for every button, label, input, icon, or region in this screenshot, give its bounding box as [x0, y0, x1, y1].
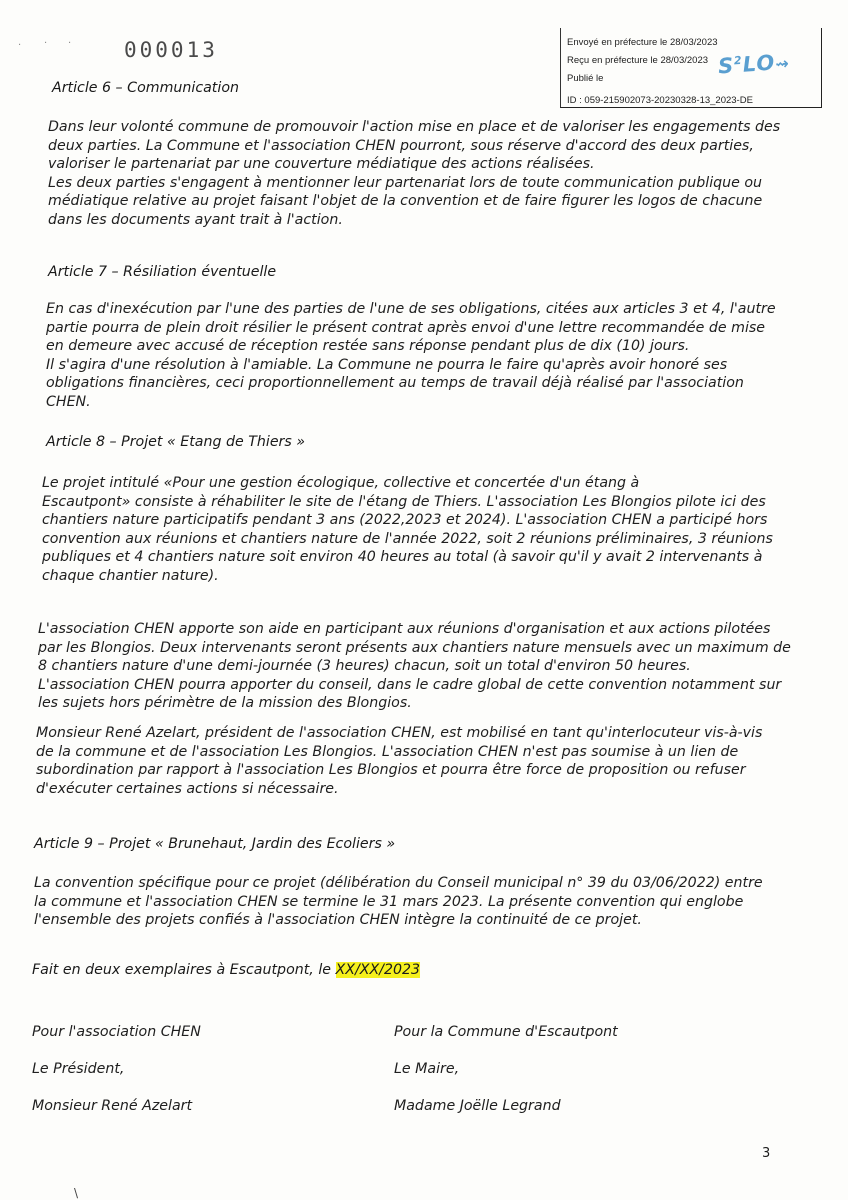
article-8-paragraph-1: Le projet intitulé «Pour une gestion écologique, collective et concertée d'un étang à Escautpont» consiste à réhabiliter le site de l'étang de Thiers. L'association Les Blongios pilote ici des chantiers nature participatifs pendant 3 ans (2022,2023 et 2024). L'association CHEN a participé hors convention aux réunions et chantiers nature de l'année 2022, soit 2 réunions préliminaires, 3 réunions publiques et 4 chantiers nature soit environ 40 heures au total (à savoir qu'il y avait 2 intervenants à chaque chantier nature). — [42, 475, 773, 584]
article-6-title: Article 6 – Communication — [52, 80, 239, 96]
prefecture-id: ID : 059-215902073-20230328-13_2023-DE — [567, 95, 753, 106]
article-6-paragraph: Dans leur volonté commune de promouvoir l'action mise en place et de valoriser les engagements des deux parties. La Commune et l'association CHEN pourront, sous réserve d'accord des deux parties, valoriser le partenariat par une couverture médiatique des actions réalisées. Les deux parties s'engagent à mentionner leur partenariat lors de toute communication publique ou médiatique relative au projet faisant l'objet de la convention et de faire figurer les logos de chacune dans les documents ayant trait à l'action. — [48, 119, 781, 228]
document-stamp-number: 000013 — [124, 38, 218, 62]
signatory-chen — [32, 1004, 352, 1134]
signatory-chen-line3: Monsieur René Azelart — [32, 1097, 193, 1114]
scan-speck: · — [68, 38, 72, 49]
prefecture-received: Reçu en préfecture le 28/03/2023 — [567, 55, 709, 66]
signatory-chen-line2: Le Président, — [32, 1060, 125, 1077]
stamp-signature-logo: $S^2LO⇝$ — [717, 50, 791, 79]
closing-date-highlighted: XX/XX/2023 — [335, 962, 421, 978]
signatory-commune — [394, 1004, 754, 1134]
prefecture-published: Publié le — [567, 73, 604, 84]
signatory-chen-line1: Pour l'association CHEN — [32, 1023, 201, 1040]
signatory-commune-line3: Madame Joëlle Legrand — [394, 1097, 561, 1114]
article-8-title: Article 8 – Projet « Etang de Thiers » — [46, 434, 306, 450]
signatory-commune-line2: Le Maire, — [394, 1060, 460, 1077]
prefecture-sent: Envoyé en préfecture le 28/03/2023 — [567, 37, 718, 48]
closing-done-text: Fait en deux exemplaires à Escautpont, le — [32, 962, 336, 978]
article-9-paragraph: La convention spécifique pour ce projet (délibération du Conseil municipal n° 39 du 03/06/2022) entre la commune et l'association CHEN se termine le 31 mars 2023. La présente convention qui englobe l'ensemble des projets confiés à l'association CHEN intègre la continuité de ce projet. — [34, 875, 763, 928]
article-7-title: Article 7 – Résiliation éventuelle — [48, 264, 277, 280]
closing-done-line — [32, 962, 420, 978]
page-number: 3 — [762, 1146, 771, 1161]
article-8-paragraph-2: L'association CHEN apporte son aide en participant aux réunions d'organisation et aux actions pilotées par les Blongios. Deux intervenants seront présents aux chantiers nature mensuels avec un maximum de 8 chantiers nature d'une demi-journée (3 heures) chacun, soit un total d'environ 50 heures. L'association CHEN pourra apporter du conseil, dans le cadre global de cette convention notamment sur les sujets hors périmètre de la mission des Blongios. — [38, 621, 791, 711]
article-8-paragraph-3: Monsieur René Azelart, président de l'association CHEN, est mobilisé en tant qu'interlocuteur vis-à-vis de la commune et de l'association Les Blongios. L'association CHEN n'est pas soumise à un lien de subordination par rapport à l'association Les Blongios et pourra être force de proposition ou refuser d'exécuter certaines actions si nécessaire. — [36, 725, 763, 797]
scan-speck: · — [18, 40, 22, 51]
article-9-title: Article 9 – Projet « Brunehaut, Jardin des Ecoliers » — [34, 836, 396, 852]
article-7-paragraph: En cas d'inexécution par l'une des parties de l'une de ses obligations, citées aux articles 3 et 4, l'autre partie pourra de plein droit résilier le présent contrat après envoi d'une lettre recommandée de mise en demeure avec accusé de réception restée sans réponse pendant plus de dix (10) jours. Il s'agira d'une résolution à l'amiable. La Commune ne pourra le faire qu'après avoir honoré ses obligations financières, ceci proportionnellement au temps de travail déjà réalisé par l'association CHEN. — [46, 301, 776, 410]
signatory-commune-line1: Pour la Commune d'Escautpont — [394, 1023, 618, 1040]
scan-speck: \ — [74, 1186, 79, 1200]
scan-speck: · — [44, 38, 48, 49]
